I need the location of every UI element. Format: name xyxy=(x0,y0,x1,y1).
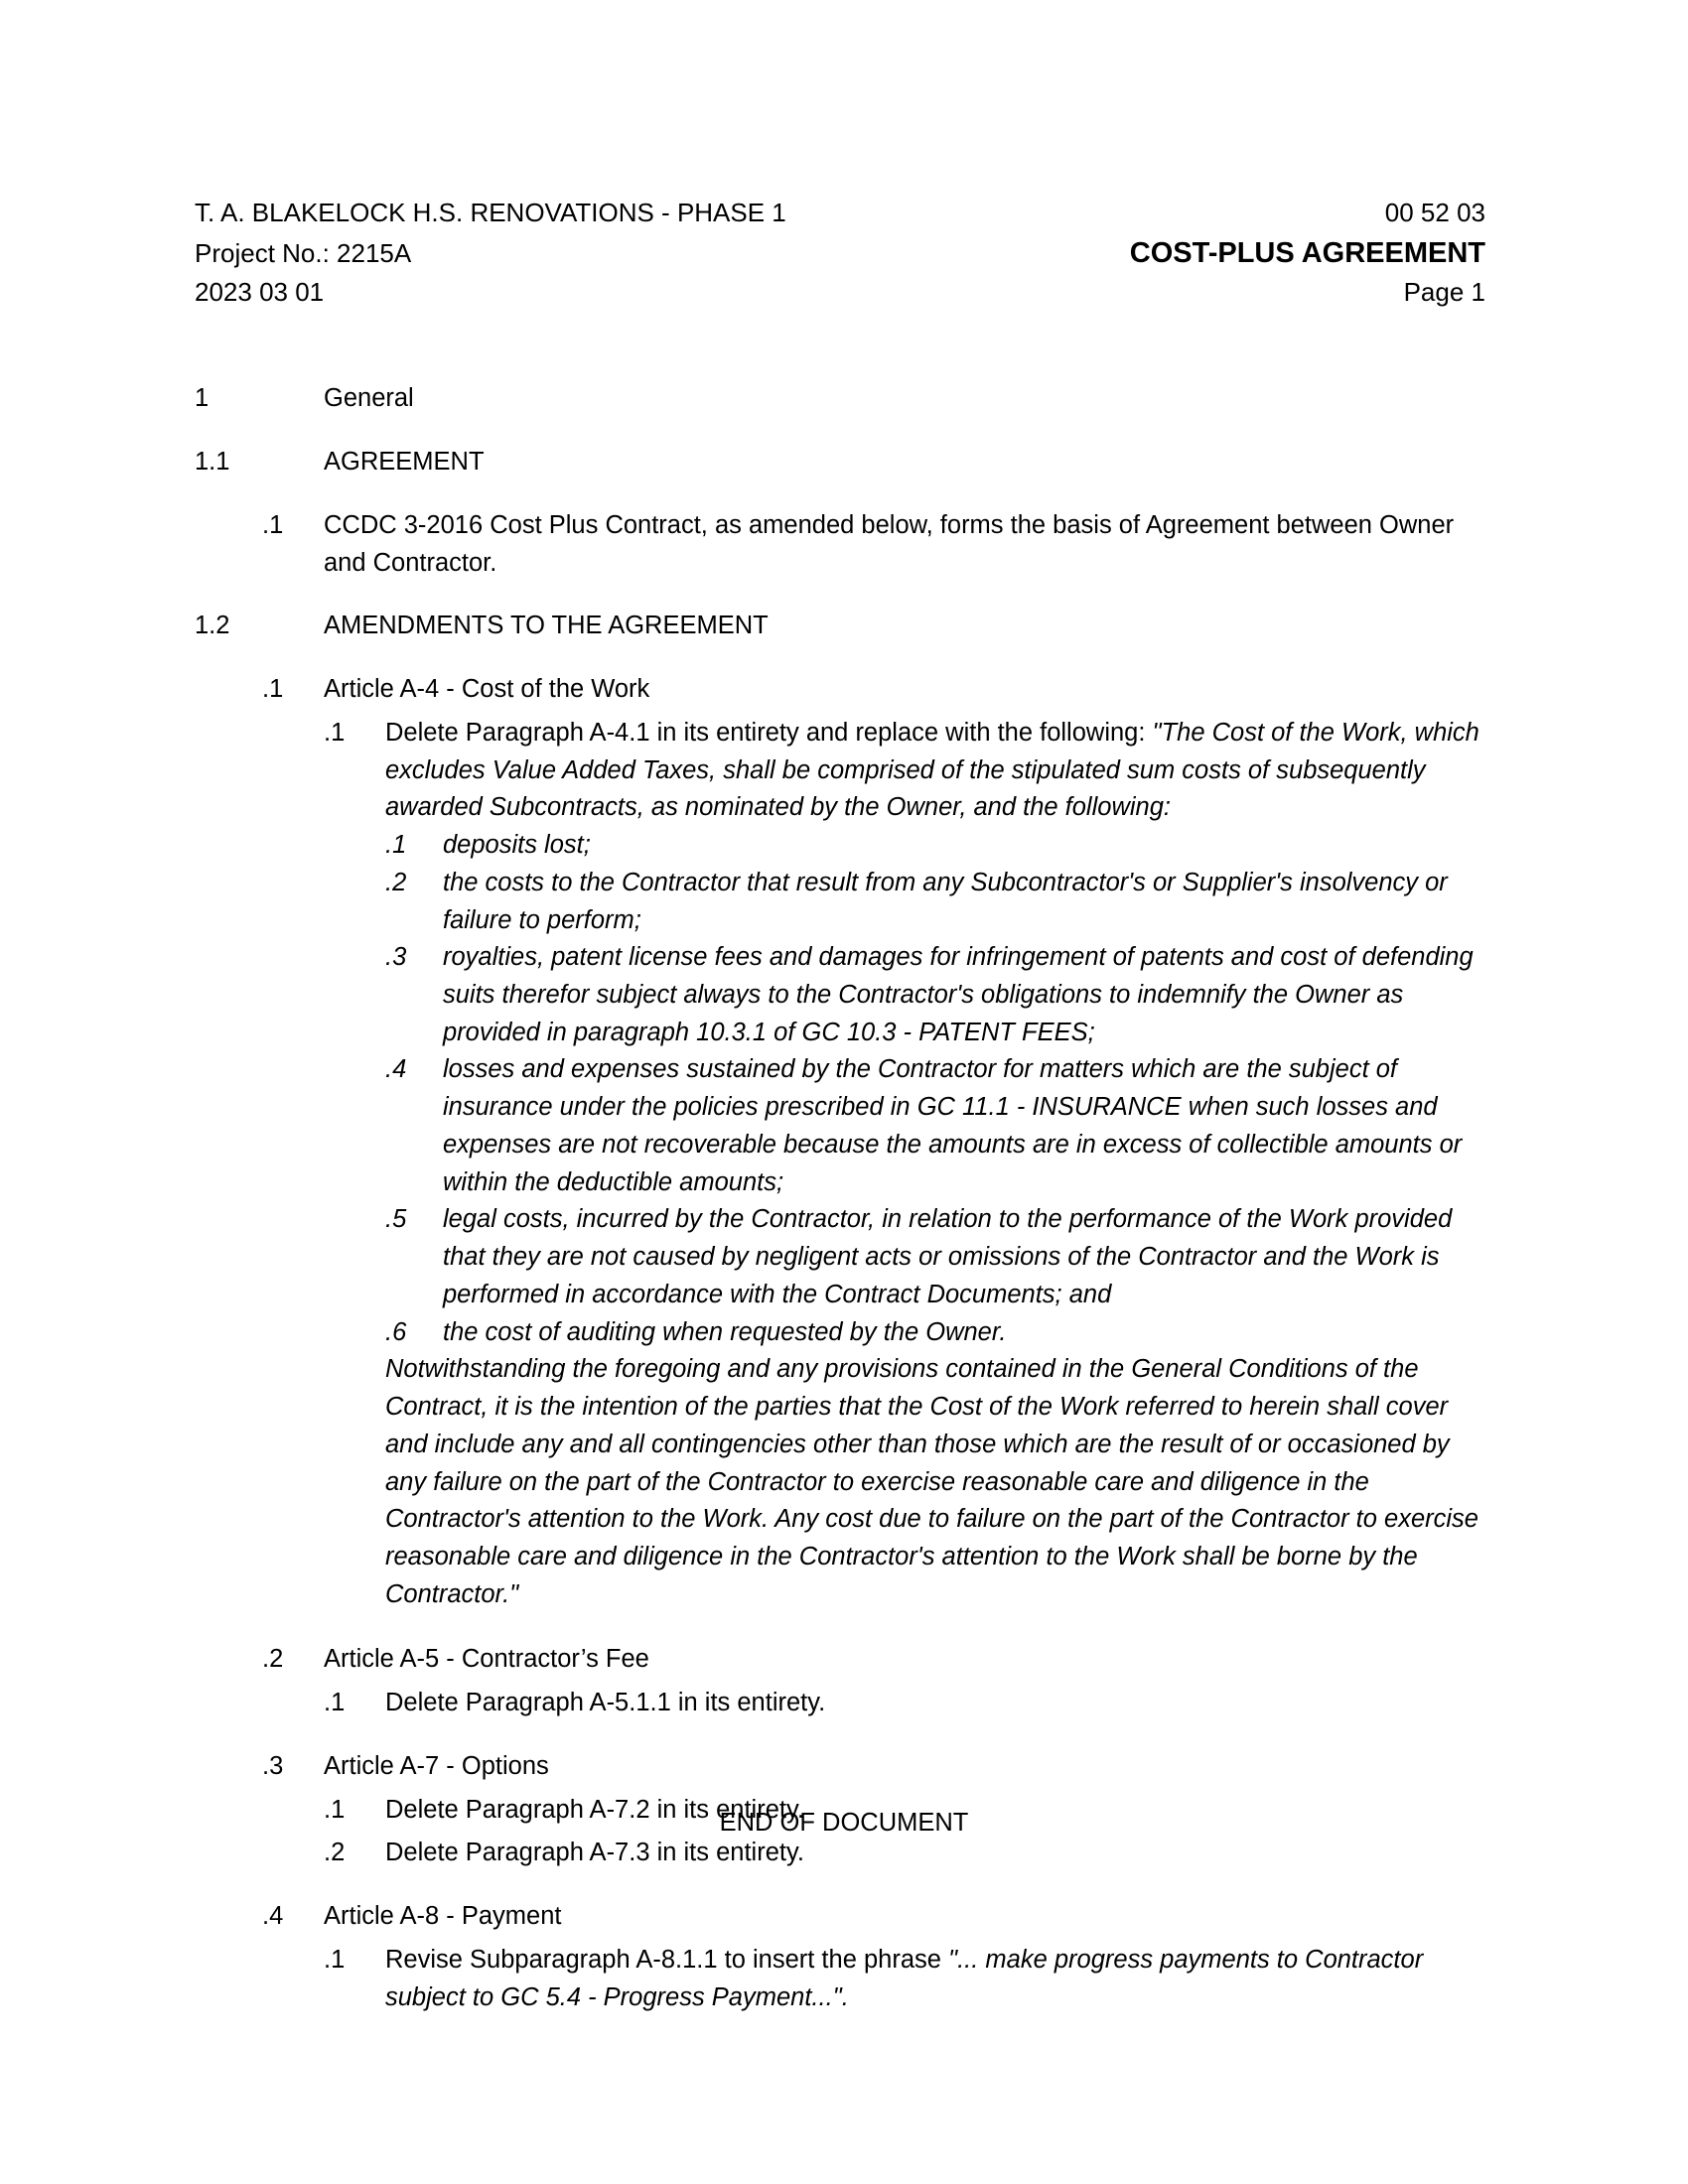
clause-a7-1-text: Delete Paragraph A-7.2 in its entirety. xyxy=(385,1795,804,1824)
clause-article-a4 xyxy=(262,671,1485,709)
list-item-text: the cost of auditing when requested by the Owner. xyxy=(443,1317,1007,1346)
spacer xyxy=(195,1619,1485,1641)
list-item-text: losses and expenses sustained by the Contractor for matters which are the subject of insurance under the policies prescribed in GC 11.1 - INSURANCE when such losses and expenses are not recoverable because the amounts are in excess of collectible amounts or within the deductible amounts; xyxy=(443,1055,1463,1196)
clause-a8-1 xyxy=(324,1942,1485,2016)
clause-1-1-1-number: .1 xyxy=(262,510,284,539)
section-1-2-heading xyxy=(195,608,1485,645)
clause-a7-2-number: .2 xyxy=(324,1839,346,1867)
clause-a4-1-lead: Delete Paragraph A-4.1 in its entirety and replace with the following: xyxy=(385,718,1146,747)
clause-article-a7-title: Article A-7 - Options xyxy=(324,1751,549,1780)
clause-a7-2-text: Delete Paragraph A-7.3 in its entirety. xyxy=(385,1839,804,1867)
end-of-document: END OF DOCUMENT xyxy=(719,1809,969,1837)
list-item-text: the costs to the Contractor that result from any Subcontractor's or Supplier's insolvency or failure to perform; xyxy=(443,868,1448,934)
clause-article-a4-title: Article A-4 - Cost of the Work xyxy=(324,675,650,704)
section-1-1-heading xyxy=(195,444,1485,481)
clause-article-a8-title: Article A-8 - Payment xyxy=(324,1902,562,1931)
clause-article-a4-number: .1 xyxy=(262,675,284,704)
clause-1-1-1-text: CCDC 3-2016 Cost Plus Contract, as amended below, forms the basis of Agreement between Owner and Contractor. xyxy=(324,510,1455,577)
clause-a8-1-body xyxy=(385,1942,1485,2016)
section-1-heading xyxy=(195,380,1485,418)
clause-a4-1 xyxy=(324,715,1485,1614)
list-item-text: deposits lost; xyxy=(443,831,591,860)
clause-a4-1-sublist xyxy=(385,827,1485,1351)
section-1-title: General xyxy=(324,384,414,413)
section-1-number: 1 xyxy=(195,384,210,413)
list-item xyxy=(385,827,1485,865)
clause-a7-2 xyxy=(324,1835,1485,1872)
clause-article-a7-number: .3 xyxy=(262,1751,284,1780)
clause-a5-1-text: Delete Paragraph A-5.1.1 in its entirety. xyxy=(385,1689,826,1717)
clause-article-a8-number: .4 xyxy=(262,1902,284,1931)
clause-article-a7 xyxy=(262,1748,1485,1786)
section-1-1-number: 1.1 xyxy=(195,448,230,477)
clause-article-a5 xyxy=(262,1641,1485,1679)
list-item xyxy=(385,1314,1485,1352)
clause-a8-1-quote: "... make progress payments to Contractor subject to GC 5.4 - Progress Payment...". xyxy=(385,1945,1424,2011)
header-row-2 xyxy=(195,232,1485,274)
list-item-text: royalties, patent license fees and damages for infringement of patents and cost of defending suits therefor subject always to the Contractor's obligations to indemnify the Owner as provided in paragraph 10.3.1 of GC 10.3 - PATENT FEES; xyxy=(443,943,1474,1046)
list-item xyxy=(385,939,1485,1051)
project-title: T. A. BLAKELOCK H.S. RENOVATIONS - PHASE 1 xyxy=(195,198,786,227)
list-item-number: .4 xyxy=(385,1055,407,1084)
clause-a5-1 xyxy=(324,1685,1485,1722)
header-row-3 xyxy=(195,274,1485,312)
clause-article-a5-title: Article A-5 - Contractor’s Fee xyxy=(324,1645,649,1674)
document-header xyxy=(195,195,1485,311)
clause-a8-1-lead: Revise Subparagraph A-8.1.1 to insert the phrase xyxy=(385,1945,941,1974)
section-1-1-title: AGREEMENT xyxy=(324,448,485,477)
clause-a4-1-body xyxy=(385,715,1485,1614)
section-1-2-number: 1.2 xyxy=(195,612,230,640)
clause-a4-1-quote: "The Cost of the Work, which excludes Value Added Taxes, shall be comprised of the stipulated sum costs of subsequently awarded Subcontracts, as nominated by the Owner, and the following: xyxy=(385,718,1479,822)
list-item-number: .6 xyxy=(385,1317,407,1346)
clause-a7-1-number: .1 xyxy=(324,1795,346,1824)
header-row-1 xyxy=(195,195,1485,232)
clause-a4-1-number: .1 xyxy=(324,718,346,747)
list-item xyxy=(385,1051,1485,1201)
list-item xyxy=(385,1201,1485,1313)
clause-a8-1-number: .1 xyxy=(324,1945,346,1974)
clause-a4-1-note: Notwithstanding the foregoing and any provisions contained in the General Conditions of the Contract, it is the intention of the parties that the Cost of the Work referred to herein shall cover and include any and all contingencies other than those which are the result of or occasioned by any failure on the part of the Contractor to exercise reasonable care and diligence in the Contractor's attention to the Work. Any cost due to failure on the part of the Contractor to exercise reasonable care and diligence in the Contractor's attention to the Work shall be borne by the Contractor." xyxy=(385,1355,1478,1608)
clause-article-a5-number: .2 xyxy=(262,1645,284,1674)
clause-a4-1-paragraph xyxy=(385,715,1485,827)
clause-article-a8 xyxy=(262,1898,1485,1936)
list-item-text: legal costs, incurred by the Contractor, in relation to the performance of the Work provided that they are not caused by negligent acts or omissions of the Contractor and the Work is performed in accordance with the Contract Documents; and xyxy=(443,1205,1453,1308)
project-number: Project No.: 2215A xyxy=(195,237,412,268)
list-item-number: .5 xyxy=(385,1205,407,1234)
list-item-number: .2 xyxy=(385,868,407,896)
page-label: Page 1 xyxy=(1403,276,1485,307)
clause-1-1-1 xyxy=(262,507,1485,582)
section-number: 00 52 03 xyxy=(1384,198,1485,227)
list-item xyxy=(385,865,1485,939)
section-title: COST-PLUS AGREEMENT xyxy=(1129,236,1485,269)
clause-a5-1-number: .1 xyxy=(324,1689,346,1717)
list-item-number: .3 xyxy=(385,943,407,972)
document-date: 2023 03 01 xyxy=(195,276,325,307)
list-item-number: .1 xyxy=(385,831,407,860)
section-1-2-title: AMENDMENTS TO THE AGREEMENT xyxy=(324,612,769,640)
page-content xyxy=(195,195,1485,2042)
